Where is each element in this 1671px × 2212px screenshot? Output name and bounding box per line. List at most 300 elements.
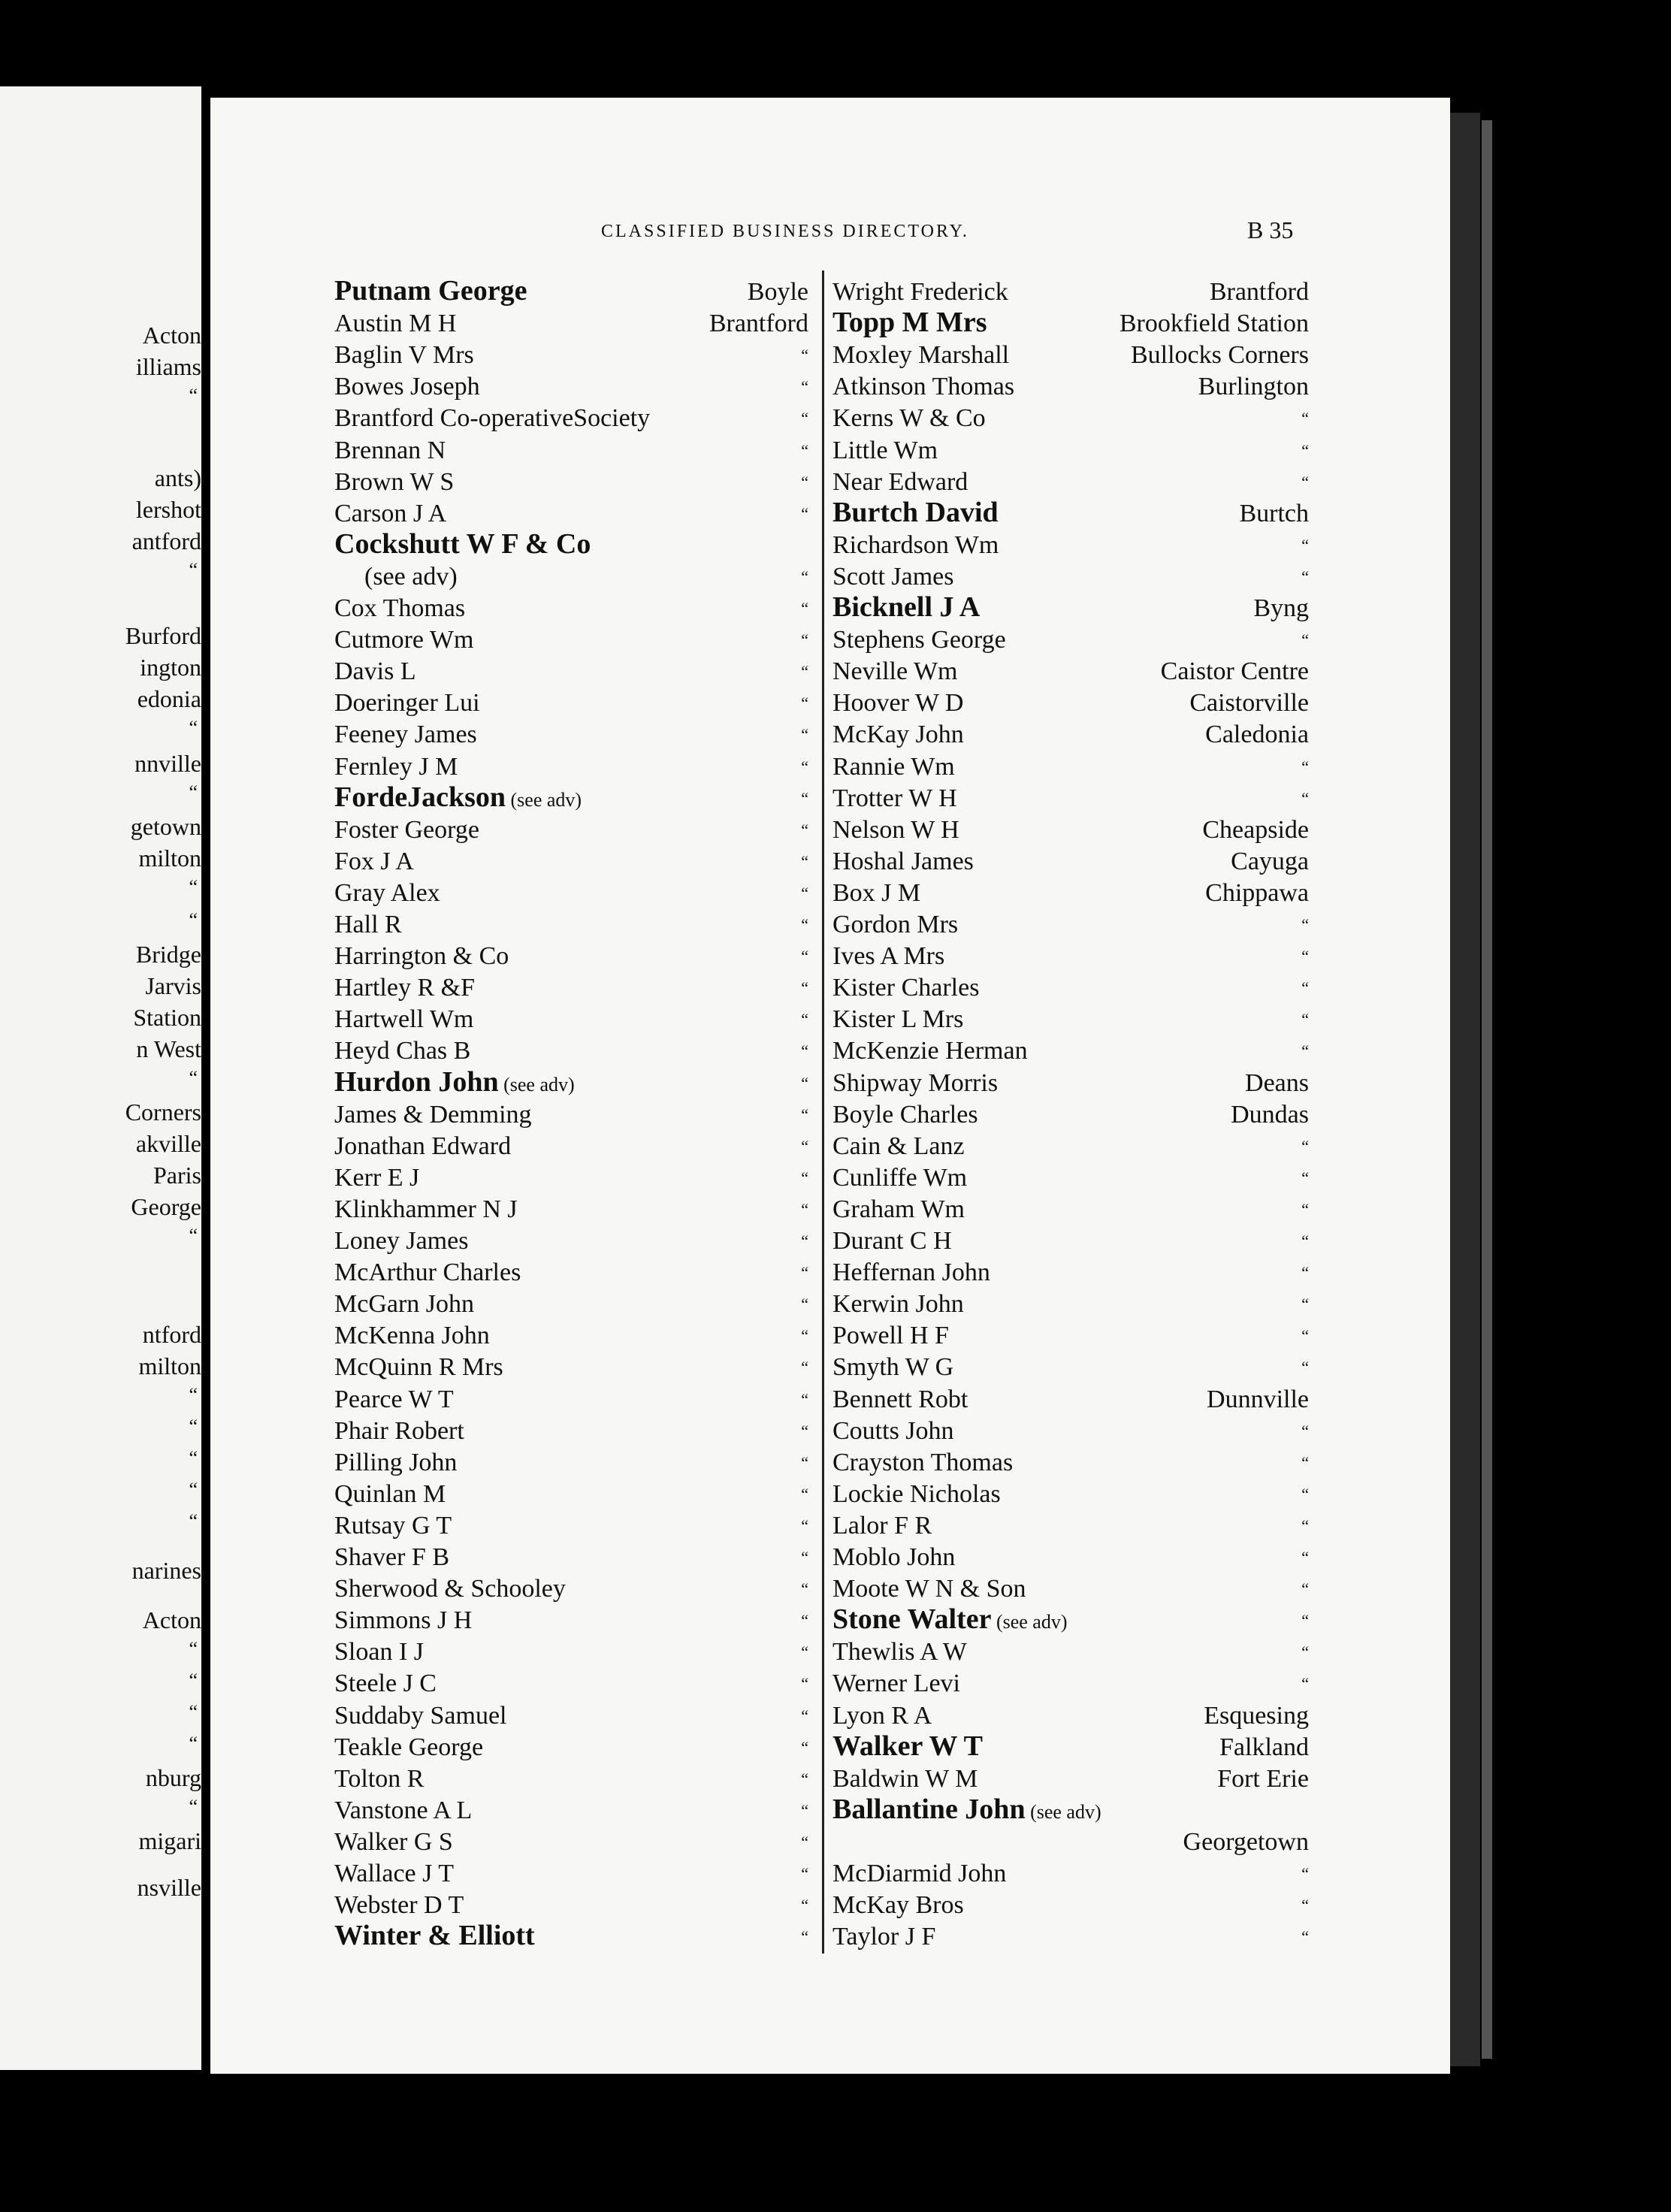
- column1-entry-name: [334, 1289, 474, 1320]
- column1-entry-place: “: [801, 1326, 808, 1346]
- column2-entry-name: [832, 1921, 935, 1953]
- column2-entry-name: [832, 1793, 1101, 1825]
- entry-name-text: Hall R: [334, 911, 402, 938]
- column2-entry-name: [832, 1068, 998, 1099]
- column2-entry-name: [832, 1636, 967, 1668]
- entry-name-text: Kerr E J: [334, 1163, 420, 1192]
- left-page-fragment: migari: [138, 1827, 201, 1854]
- column1-entry-name: [364, 561, 458, 593]
- column1-entry-name: [334, 1257, 521, 1289]
- see-adv-note: (see adv): [991, 1611, 1068, 1633]
- column2-entry-place: “: [1301, 757, 1309, 776]
- entry-name-text: Little Wm: [832, 436, 938, 464]
- see-adv-note: (see adv): [1025, 1800, 1101, 1823]
- entry-name-text: FordeJackson: [334, 781, 506, 813]
- column1-entry-name: [334, 1858, 454, 1890]
- entry-name-text: James & Demming: [334, 1100, 532, 1129]
- column2-entry-name: [832, 972, 979, 1004]
- column1-entry-place: “: [801, 694, 808, 713]
- page-header: CLASSIFIED BUSINESS DIRECTORY.: [601, 222, 969, 241]
- entry-name-text: Doeringer Lui: [334, 689, 480, 718]
- column1-entry-name: [334, 656, 416, 687]
- column1-entry-place: “: [801, 1104, 808, 1124]
- left-page-fragment: “: [189, 1701, 198, 1723]
- column1-entry-name: [334, 624, 473, 656]
- column2-entry-name: [832, 1289, 964, 1320]
- column2-entry-name: [832, 624, 1006, 656]
- left-page-fragment: narines: [131, 1557, 201, 1584]
- column2-entry-place: “: [1301, 1611, 1309, 1630]
- entry-name-text: Richardson Wm: [832, 530, 999, 559]
- column2-entry-name: [832, 1763, 978, 1795]
- column1-entry-place: “: [801, 1737, 808, 1757]
- column1-entry-name: [334, 941, 509, 972]
- column2-entry-name: [832, 435, 938, 467]
- left-page-fragment: “: [189, 1510, 198, 1532]
- entry-name-text: (see adv): [364, 562, 458, 591]
- entry-name-text: Tolton R: [334, 1764, 425, 1793]
- entry-name-text: Carson J A: [334, 499, 447, 527]
- column1-entry-place: “: [801, 346, 808, 365]
- entry-name-text: Box J M: [832, 878, 921, 907]
- entry-name-text: Trotter W H: [832, 784, 957, 812]
- entry-name-text: Austin M H: [334, 310, 457, 338]
- entry-name-text: Moblo John: [832, 1543, 956, 1571]
- entry-name-text: Shipway Morris: [832, 1068, 999, 1097]
- column2-entry-place: “: [1301, 1041, 1309, 1061]
- column1-entry-place: “: [801, 472, 808, 491]
- left-page-fragment: Bridge: [135, 941, 201, 968]
- column2-entry-name: [832, 1131, 965, 1162]
- left-page-fragment: n West: [136, 1035, 201, 1062]
- column2-entry-place: “: [1301, 630, 1309, 650]
- column2-entry-place: “: [1301, 1896, 1309, 1915]
- column2-entry-name: [832, 1668, 960, 1700]
- entry-name-text: Putnam George: [334, 275, 527, 307]
- column1-entry-name: [334, 340, 474, 371]
- column2-entry-name: [832, 561, 953, 593]
- column2-entry-name: [832, 1416, 954, 1447]
- column1-entry-name: [334, 467, 454, 498]
- column1-entry-place: “: [801, 1421, 808, 1440]
- entry-name-text: Werner Levi: [832, 1670, 960, 1698]
- column1-entry-name: [334, 972, 475, 1004]
- column2-entry-name: [832, 719, 964, 751]
- column2-entry-place: “: [1301, 1484, 1309, 1503]
- left-page-fragment: nburg: [145, 1764, 201, 1791]
- left-page-fragment: Paris: [153, 1162, 201, 1189]
- column1-entry-place: “: [801, 1515, 808, 1535]
- column2-entry-place: “: [1301, 567, 1309, 586]
- column1-entry-name: [334, 687, 480, 719]
- entry-name-text: Graham Wm: [832, 1195, 965, 1223]
- column1-entry-place: “: [801, 1073, 808, 1092]
- entry-name-text: Nelson W H: [832, 815, 959, 844]
- column1-entry-name: [334, 1920, 535, 1951]
- column2-entry-name: [832, 1542, 955, 1573]
- column2-entry-name: [832, 403, 986, 434]
- entry-name-text: Baglin V Mrs: [334, 341, 474, 370]
- entry-name-text: Baldwin W M: [832, 1764, 978, 1793]
- column1-entry-place: “: [801, 1864, 808, 1883]
- column1-entry-place: “: [801, 725, 808, 745]
- column2-entry-place: “: [1301, 1927, 1309, 1947]
- entry-name-text: Near Edward: [832, 467, 968, 496]
- entry-name-text: Pilling John: [334, 1448, 458, 1476]
- entry-name-text: Wallace J T: [334, 1860, 455, 1887]
- column2-entry-name: [832, 846, 974, 878]
- column1-entry-place: “: [801, 1231, 808, 1250]
- left-page-fragment: Jarvis: [145, 972, 201, 999]
- column2-entry-place: “: [1301, 1231, 1309, 1250]
- left-page-fragment: getown: [130, 813, 201, 840]
- column1-entry-place: “: [801, 1579, 808, 1599]
- column2-entry-place: Burlington: [1198, 373, 1309, 401]
- column1-entry-place: “: [801, 1927, 808, 1947]
- column1-entry-name: [334, 435, 446, 467]
- left-page-fragment: Acton: [142, 322, 201, 349]
- column2-entry-place: “: [1301, 1295, 1309, 1314]
- entry-name-text: Lalor F R: [832, 1511, 932, 1540]
- column2-entry-name: [832, 1573, 1026, 1605]
- entry-name-text: Scott James: [832, 562, 954, 591]
- column2-entry-name: [832, 1225, 952, 1257]
- column1-entry-name: [334, 371, 480, 403]
- column1-entry-name: [334, 1542, 449, 1573]
- entry-name-text: Walker G S: [334, 1827, 453, 1856]
- column1-entry-name: [334, 275, 527, 307]
- column2-entry-place: “: [1301, 947, 1309, 966]
- column1-entry-name: [334, 1194, 518, 1225]
- column1-entry-name: [334, 1004, 473, 1035]
- left-page-fragment: “: [189, 1225, 198, 1247]
- entry-name-text: Hartwell Wm: [334, 1005, 474, 1034]
- entry-name-text: Atkinson Thomas: [832, 373, 1015, 401]
- column1-entry-name: [334, 1700, 506, 1732]
- column2-entry-place: “: [1301, 535, 1309, 555]
- column1-entry-place: “: [801, 1674, 808, 1694]
- left-page-fragment: illiams: [135, 353, 201, 380]
- left-page-fragment: “: [189, 1479, 198, 1500]
- column2-entry-place: “: [1301, 1199, 1309, 1219]
- column1-entry-place: “: [801, 599, 808, 618]
- column2-entry-place: “: [1301, 1579, 1309, 1599]
- column2-entry-place: “: [1301, 1515, 1309, 1535]
- column1-entry-name: [334, 1384, 454, 1416]
- left-page-fragment: ntford: [142, 1321, 201, 1348]
- left-page-fragment: “: [189, 1384, 198, 1406]
- column2-entry-place: Bullocks Corners: [1130, 341, 1309, 370]
- entry-name-text: Brantford Co-operativeSociety: [334, 404, 651, 433]
- column1-entry-place: “: [801, 1389, 808, 1409]
- column2-entry-place: Chippawa: [1205, 878, 1309, 907]
- left-page-fragment: “: [189, 559, 198, 581]
- entry-name-text: Webster D T: [334, 1891, 464, 1920]
- entry-name-text: Hoshal James: [832, 847, 974, 875]
- column1-entry-name: [334, 1795, 472, 1827]
- column1-entry-place: “: [801, 503, 808, 523]
- entry-name-text: Hartley R &F: [334, 974, 475, 1002]
- column1-entry-place: “: [801, 662, 808, 681]
- column1-entry-name: [334, 528, 591, 560]
- column2-entry-name: [832, 687, 963, 719]
- column2-entry-name: [832, 1384, 968, 1416]
- column2-entry-place: “: [1301, 1674, 1309, 1694]
- column2-entry-name: [832, 1447, 1013, 1479]
- left-page-fragment: edonia: [137, 685, 201, 712]
- column1-entry-name: [334, 781, 582, 813]
- entry-name-text: Pearce W T: [334, 1385, 454, 1413]
- column2-entry-place: “: [1301, 1168, 1309, 1187]
- column1-entry-place: “: [801, 883, 808, 902]
- entry-name-text: Heffernan John: [832, 1259, 990, 1287]
- column1-entry-place: “: [801, 1263, 808, 1283]
- left-page-fragment: “: [189, 1447, 198, 1469]
- column1-entry-place: “: [801, 788, 808, 808]
- column2-entry-place: Brookfield Station: [1119, 310, 1309, 338]
- column1-entry-name: [334, 1416, 464, 1447]
- entry-name-text: Taylor J F: [832, 1923, 936, 1951]
- entry-name-text: Lockie Nicholas: [832, 1479, 1001, 1508]
- column2-entry-place: “: [1301, 1010, 1309, 1029]
- entry-name-text: Bicknell J A: [832, 591, 981, 623]
- column1-entry-place: “: [801, 1452, 808, 1472]
- left-page-fragment: lershot: [135, 496, 201, 523]
- column1-entry-name: [334, 814, 479, 846]
- column1-entry-name: [334, 1447, 457, 1479]
- entry-name-text: McQuinn R Mrs: [334, 1353, 503, 1382]
- entry-name-text: McKenzie Herman: [832, 1037, 1028, 1065]
- column1-entry-place: “: [801, 1199, 808, 1219]
- column2-entry-name: [832, 1099, 978, 1131]
- entry-name-text: Lyon R A: [832, 1701, 932, 1730]
- left-page-fragment: Burford: [125, 622, 201, 649]
- column1-entry-place: Boyle: [747, 278, 808, 306]
- column1-entry-place: “: [801, 409, 808, 428]
- entry-name-text: Cain & Lanz: [832, 1132, 965, 1160]
- entry-name-text: Cox Thomas: [334, 594, 466, 622]
- column1-entry-name: [334, 308, 456, 340]
- column2-entry-place: Caistorville: [1189, 689, 1309, 718]
- column2-entry-place: “: [1301, 1358, 1309, 1377]
- column2-entry-place: “: [1301, 1421, 1309, 1440]
- entry-name-text: Gordon Mrs: [832, 911, 959, 938]
- column2-entry-place: “: [1301, 788, 1309, 808]
- column1-entry-name: [334, 1162, 419, 1194]
- entry-name-text: Smyth W G: [832, 1353, 954, 1382]
- column1-entry-name: [334, 1732, 483, 1763]
- column2-entry-place: Falkland: [1219, 1733, 1309, 1761]
- column2-entry-place: “: [1301, 440, 1309, 460]
- entry-name-text: Feeney James: [334, 721, 477, 749]
- entry-name-text: Cunliffe Wm: [832, 1163, 968, 1192]
- left-page-fragment: “: [189, 876, 198, 898]
- left-page-fragment: nnville: [134, 750, 201, 777]
- column2-entry-place: Fort Erie: [1217, 1764, 1309, 1793]
- column1-entry-place: “: [801, 1706, 808, 1725]
- column1-entry-name: [334, 909, 402, 941]
- column2-entry-place: Dunnville: [1207, 1385, 1309, 1413]
- column1-entry-name: [334, 1668, 437, 1700]
- column1-entry-name: [334, 846, 414, 878]
- entry-name-text: Rannie Wm: [832, 752, 955, 781]
- column2-entry-name: [832, 1700, 932, 1732]
- column2-entry-place: “: [1301, 409, 1309, 428]
- column1-entry-name: [334, 1827, 453, 1858]
- column2-entry-name: [832, 497, 999, 528]
- column2-entry-place: Caledonia: [1205, 721, 1309, 749]
- entry-name-text: Fox J A: [334, 847, 414, 875]
- column2-entry-place: “: [1301, 1263, 1309, 1283]
- column2-entry-place: “: [1301, 1548, 1309, 1567]
- entry-name-text: Suddaby Samuel: [334, 1701, 507, 1730]
- entry-name-text: Phair Robert: [334, 1416, 464, 1445]
- left-page-fragment: Station: [133, 1004, 201, 1031]
- column2-entry-place: “: [1301, 1864, 1309, 1883]
- entry-name-text: Bennett Robt: [832, 1385, 968, 1413]
- left-page-fragment: milton: [138, 1352, 201, 1379]
- column2-entry-name: [832, 467, 968, 498]
- column1-entry-name: [334, 1605, 472, 1636]
- column2-entry-place: Brantford: [1209, 278, 1309, 306]
- column2-entry-name: [832, 1479, 1001, 1510]
- column1-entry-name: [334, 1479, 446, 1510]
- column1-entry-name: [334, 1320, 490, 1352]
- column1-entry-name: [334, 1890, 464, 1921]
- column2-entry-name: [832, 1194, 965, 1225]
- entry-name-text: McKay Bros: [832, 1891, 964, 1920]
- entry-name-text: Thewlis A W: [832, 1638, 967, 1667]
- column1-entry-place: “: [801, 1168, 808, 1187]
- column1-entry-place: “: [801, 630, 808, 650]
- left-page-fragment: antford: [131, 527, 201, 555]
- column1-entry-place: “: [801, 1642, 808, 1662]
- page-edge: [1450, 113, 1480, 2066]
- column2-entry-place: Esquesing: [1204, 1701, 1309, 1730]
- entry-name-text: Brennan N: [334, 436, 446, 464]
- column2-entry-place: “: [1301, 1642, 1309, 1662]
- entry-name-text: Kister L Mrs: [832, 1005, 964, 1034]
- entry-name-text: Boyle Charles: [832, 1100, 978, 1129]
- entry-name-text: McGarn John: [334, 1290, 475, 1319]
- entry-name-text: Walker W T: [832, 1730, 983, 1762]
- left-page-fragment: “: [189, 1670, 198, 1691]
- column2-entry-name: [832, 1858, 1006, 1890]
- column1-entry-place: “: [801, 377, 808, 397]
- entry-name-text: Stephens George: [832, 626, 1006, 654]
- left-page-fragment: “: [189, 781, 198, 803]
- entry-name-text: Kerwin John: [832, 1290, 964, 1319]
- column1-entry-place: “: [801, 820, 808, 839]
- column2-entry-name: [832, 1162, 967, 1194]
- entry-name-text: Burtch David: [832, 496, 999, 528]
- column1-entry-place: “: [801, 1548, 808, 1567]
- entry-name-text: Gray Alex: [334, 878, 440, 907]
- entry-name-text: Kerns W & Co: [832, 404, 986, 433]
- entry-name-text: Cutmore Wm: [334, 626, 474, 654]
- column1-entry-name: [334, 1225, 468, 1257]
- column2-entry-name: [832, 591, 980, 623]
- left-page-fragment: “: [189, 909, 198, 931]
- entry-name-text: McKay John: [832, 721, 964, 749]
- left-page-fragment: “: [189, 1733, 198, 1754]
- column2-entry-name: [832, 1257, 990, 1289]
- column2-entry-name: [832, 783, 957, 814]
- column1-entry-place: “: [801, 1800, 808, 1820]
- column1-entry-place: “: [801, 1611, 808, 1630]
- column2-entry-place: Deans: [1245, 1068, 1309, 1097]
- column2-entry-name: [832, 656, 958, 687]
- column2-entry-name: [832, 1320, 949, 1352]
- entry-name-text: Stone Walter: [832, 1603, 992, 1636]
- entry-name-text: Klinkhammer N J: [334, 1195, 518, 1223]
- column1-entry-place: “: [801, 567, 808, 586]
- page-number: B 35: [1247, 216, 1294, 243]
- left-page-fragment: “: [189, 385, 198, 406]
- column2-entry-place: Cayuga: [1231, 847, 1309, 875]
- column1-entry-name: [334, 1636, 424, 1668]
- entry-name-text: Wright Frederick: [832, 278, 1008, 306]
- column1-entry-name: [334, 1099, 532, 1131]
- column2-entry-name: [832, 1510, 932, 1542]
- entry-name-text: Fernley J M: [334, 752, 458, 781]
- column1-entry-place: Brantford: [709, 310, 808, 338]
- left-page-fragment: Corners: [125, 1098, 201, 1126]
- left-page-fragment: nsville: [137, 1874, 201, 1901]
- column1-entry-place: “: [801, 440, 808, 460]
- left-page-fragment: “: [189, 717, 198, 739]
- entry-name-text: Quinlan M: [334, 1479, 446, 1508]
- left-page-fragment: “: [189, 1416, 198, 1437]
- column1-entry-name: [334, 1035, 470, 1067]
- page-edge-inner: [1482, 120, 1492, 2059]
- left-page-fragment: “: [189, 1796, 198, 1818]
- column2-entry-name: [832, 1730, 983, 1762]
- column1-entry-name: [334, 878, 440, 909]
- column2-entry-place: “: [1301, 1136, 1309, 1156]
- see-adv-note: (see adv): [498, 1073, 575, 1095]
- entry-name-text: Davis L: [334, 657, 416, 686]
- column2-entry-name: [832, 340, 1009, 371]
- column1-entry-place: “: [801, 1484, 808, 1503]
- entry-name-text: Steele J C: [334, 1670, 437, 1698]
- column2-entry-place: “: [1301, 472, 1309, 491]
- entry-name-text: Ives A Mrs: [832, 942, 945, 971]
- column-divider: [822, 270, 824, 1954]
- left-page-fragment: akville: [135, 1130, 201, 1157]
- column2-entry-place: Georgetown: [1183, 1827, 1309, 1856]
- column2-entry-name: [832, 1890, 964, 1921]
- column2-entry-name: [832, 1603, 1068, 1635]
- column1-entry-place: “: [801, 947, 808, 966]
- entry-name-text: McDiarmid John: [832, 1860, 1007, 1887]
- column2-entry-place: Caistor Centre: [1160, 657, 1309, 686]
- column2-entry-name: [832, 814, 959, 846]
- column2-entry-place: Cheapside: [1202, 815, 1309, 844]
- column1-entry-place: “: [801, 978, 808, 998]
- entry-name-text: Bowes Joseph: [334, 373, 480, 401]
- column1-entry-place: “: [801, 1358, 808, 1377]
- column2-entry-place: “: [1301, 978, 1309, 998]
- entry-name-text: Teakle George: [334, 1733, 484, 1761]
- column1-entry-name: [334, 1131, 511, 1162]
- column2-entry-name: [832, 276, 1008, 308]
- column1-entry-place: “: [801, 1832, 808, 1851]
- entry-name-text: Sloan I J: [334, 1638, 424, 1667]
- column2-entry-place: Dundas: [1231, 1100, 1309, 1129]
- entry-name-text: Harrington & Co: [334, 942, 509, 971]
- column1-entry-place: “: [801, 1136, 808, 1156]
